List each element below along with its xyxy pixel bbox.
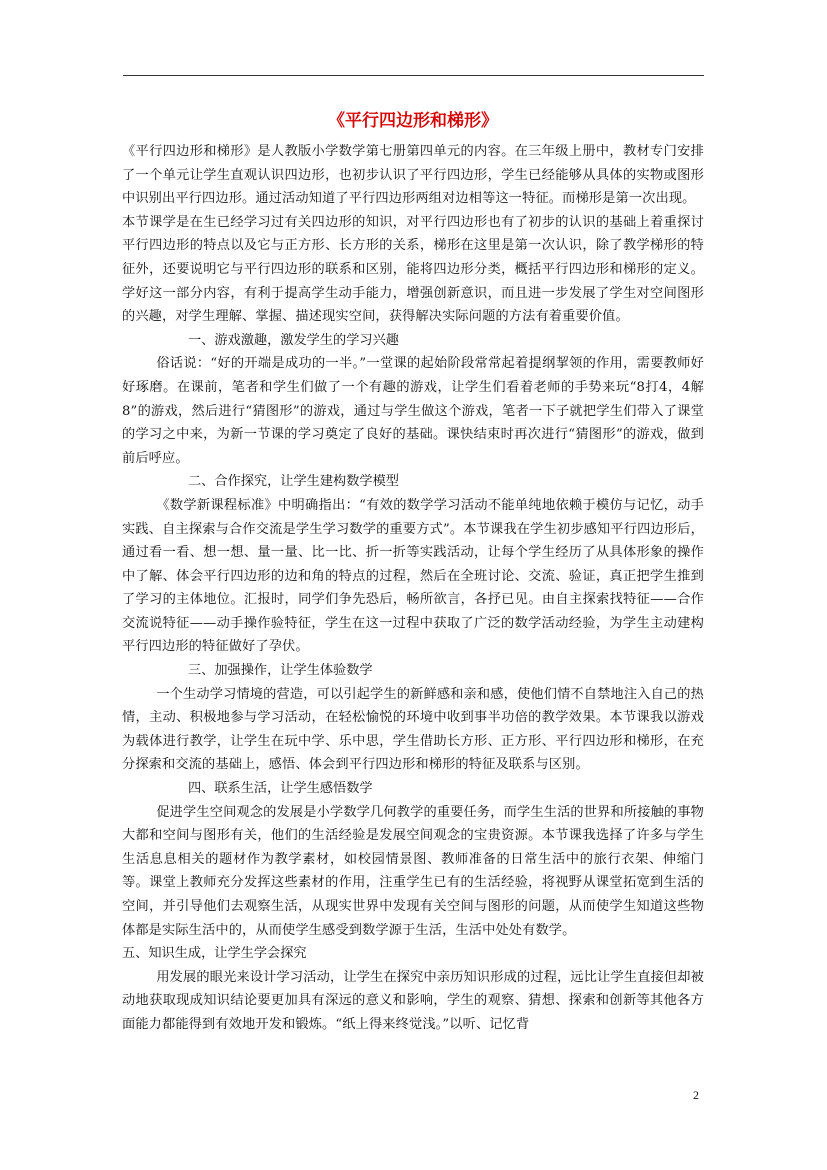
intro-paragraph-1: 《平行四边形和梯形》是人教版小学数学第七册第四单元的内容。在三年级上册中，教材专门安排了一个单元让学生直观认识四边形，也初步认识了平行四边形，学生已经能够从具体的实物或图形中识别出平行四边形。通过活动知道了平行四边形两组对边相等这一特征。而梯形是第一次出现。	[122, 144, 704, 207]
section-body-3: 一个生动学习情境的营造，可以引起学生的新鲜感和亲和感，使他们情不自禁地注入自己的热情，主动、积极地参与学习活动，在轻松愉悦的环境中收到事半功倍的教学效果。本节课我以游戏为载体进行教学，让学生在玩中学、乐中思，学生借助长方形、正方形、平行四边形和梯形，在充分探索和交流的基础上，感悟、体会到平行四边形和梯形的特征及联系与区别。	[122, 686, 704, 773]
intro-paragraph-2: 本节课学是在生已经学习过有关四边形的知识，对平行四边形也有了初步的认识的基础上着重探讨平行四边形的特点以及它与正方形、长方形的关系，梯形在这里是第一次认识，除了教学梯形的特征外，还要说明它与平行四边形的联系和区别，能将四边形分类，概括平行四边形和梯形的定义。学好这一部分内容，有利于提高学生动手能力，增强创新意识，而且进一步发展了学生对空间图形的兴趣，对学生理解、掌握、描述现实空间，获得解决实际问题的方法有着重要价值。	[122, 214, 704, 325]
header-rule	[123, 75, 704, 76]
section-body-4: 促进学生空间观念的发展是小学数学几何教学的重要任务，而学生生活的世界和所接触的事物大都和空间与图形有关，他们的生活经验是发展空间观念的宝贵资源。本节课我选择了许多与学生生活息息相关的题材作为教学素材，如校园情景图、教师准备的日常生活中的旅行衣架、伸缩门等。课堂上教师充分发挥这些素材的作用，注重学生已有的生活经验，将视野从课堂拓宽到生活的空间，并引导他们去观察生活，从现实世界中发现有关空间与图形的问题，从而使学生知道这些物体都是实际生活中的，从而使学生感受到数学源于生活，生活中处处有数学。	[122, 804, 704, 938]
section-heading-2: 二、合作探究，让学生建构数学模型	[188, 474, 399, 490]
document-body	[122, 108, 704, 1037]
section-body-5: 用发展的眼光来设计学习活动，让学生在探究中亲历知识形成的过程，远比让学生直接但却被动地获取现成知识结论要更加具有深远的意义和影响，学生的观察、猜想、探索和创新等其他各方面能力都能得到有效地开发和锻炼。“纸上得来终觉浅。”以听、记忆背	[122, 969, 704, 1032]
document-title: 《平行四边形和梯形》	[328, 111, 498, 131]
page-number: 2	[693, 1088, 699, 1102]
section-heading-4: 四、联系生活，让学生感悟数学	[188, 781, 373, 797]
section-body-2: 《数学新课程标准》中明确指出：“有效的数学学习活动不能单纯地依赖于模仿与记忆，动手实践、自主探索与合作交流是学生学习数学的重要方式”。本节课我在学生初步感知平行四边形后，通过看一看、想一想、量一量、比一比、折一折等实践活动，让每个学生经历了从具体形象的操作中了解、体会平行四边形的边和角的特点的过程，然后在全班讨论、交流、验证，真正把学生推到了学习的主体地位。汇报时，同学们争先恐后，畅所欲言，各抒已见。由自主探索找特征——合作交流说特征——动手操作验特征，学生在这一过程中获取了广泛的数学活动经验，为学生主动建构平行四边形的特征做好了孕伏。	[122, 497, 704, 655]
section-heading-5: 五、知识生成，让学生学会探究	[122, 946, 307, 962]
section-heading-3: 三、加强操作，让学生体验数学	[188, 663, 373, 679]
section-heading-1: 一、游戏激趣，激发学生的学习兴趣	[188, 332, 399, 348]
section-body-1: 俗话说：“好的开端是成功的一半。”一堂课的起始阶段常常起着提纲挈领的作用，需要教师好好琢磨。在课前，笔者和学生们做了一个有趣的游戏，让学生们看着老师的手势来玩“8打4，4解8”的游戏，然后进行“猜图形”的游戏，通过与学生做这个游戏，笔者一下子就把学生们带入了课堂的学习之中来，为新一节课的学习奠定了良好的基础。课快结束时再次进行“猜图形”的游戏，做到前后呼应。	[122, 356, 704, 466]
